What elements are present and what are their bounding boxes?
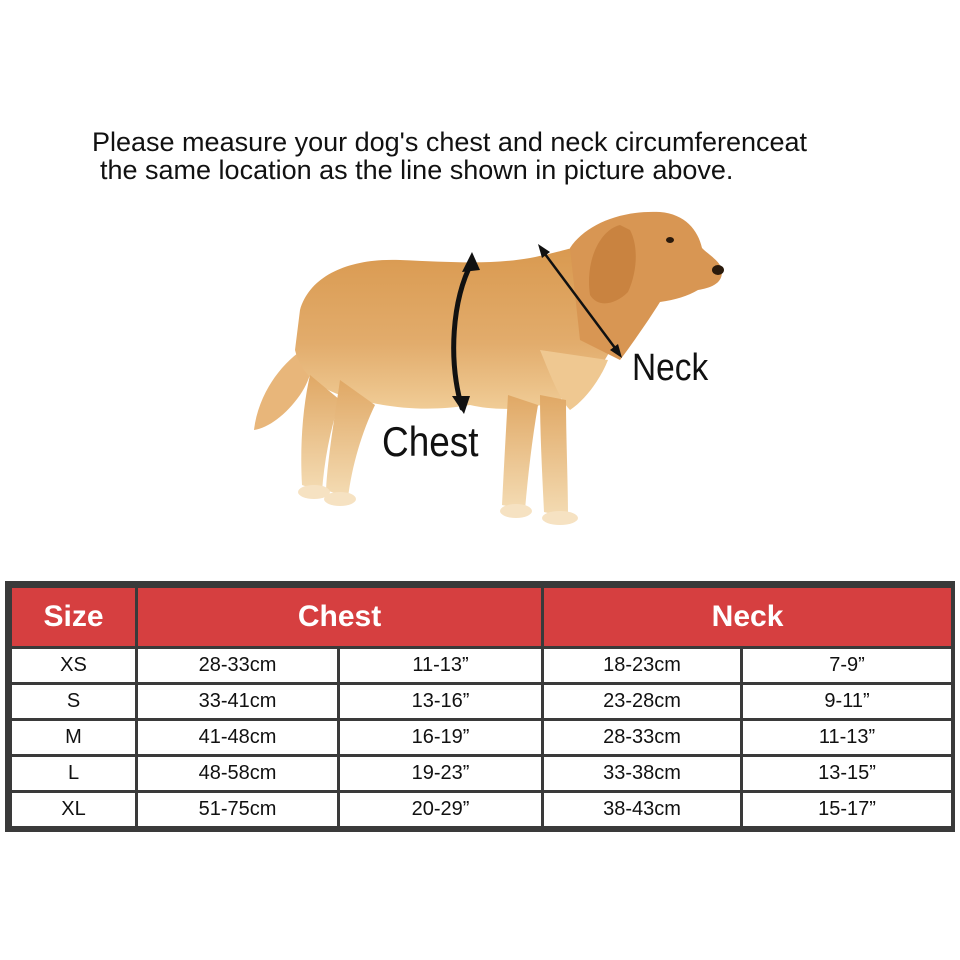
- neck-cm-cell: 38-43cm: [543, 792, 742, 828]
- chest-in-cell: 16-19”: [339, 720, 543, 756]
- neck-cm-cell: 23-28cm: [543, 684, 742, 720]
- table-row: [11, 684, 953, 720]
- size-chart: [5, 581, 955, 832]
- size-table: [9, 585, 954, 829]
- instructions-line-2: the same location as the line shown in picture above.: [100, 155, 734, 185]
- neck-in-cell: 15-17”: [742, 792, 953, 828]
- chest-cm-cell: 51-75cm: [137, 792, 339, 828]
- neck-in-cell: 13-15”: [742, 756, 953, 792]
- dog-paw: [324, 492, 356, 506]
- size-cell: XL: [11, 792, 137, 828]
- dog-eye: [666, 237, 674, 243]
- neck-in-cell: 7-9”: [742, 648, 953, 684]
- neck-cm-cell: 18-23cm: [543, 648, 742, 684]
- chest-cm-cell: 28-33cm: [137, 648, 339, 684]
- instructions-line-1: Please measure your dog's chest and neck circumferenceat: [92, 127, 808, 157]
- column-header-neck: Neck: [543, 587, 953, 648]
- size-cell: S: [11, 684, 137, 720]
- dog-paw: [500, 504, 532, 518]
- dog-front-leg-back: [502, 395, 538, 510]
- dog-front-leg-front: [540, 395, 568, 518]
- chest-in-cell: 20-29”: [339, 792, 543, 828]
- dog-paw: [542, 511, 578, 525]
- neck-cm-cell: 28-33cm: [543, 720, 742, 756]
- column-header-size: Size: [11, 587, 137, 648]
- chest-arrow-head-top: [462, 252, 480, 272]
- size-cell: M: [11, 720, 137, 756]
- dog-nose: [712, 265, 724, 275]
- table-header-row: [11, 587, 953, 648]
- table-row: [11, 756, 953, 792]
- size-cell: XS: [11, 648, 137, 684]
- chest-in-cell: 13-16”: [339, 684, 543, 720]
- neck-label: Neck: [632, 347, 709, 389]
- measurement-instructions: [92, 128, 932, 184]
- neck-cm-cell: 33-38cm: [543, 756, 742, 792]
- table-row: [11, 648, 953, 684]
- chest-cm-cell: 33-41cm: [137, 684, 339, 720]
- chest-cm-cell: 41-48cm: [137, 720, 339, 756]
- size-cell: L: [11, 756, 137, 792]
- chest-cm-cell: 48-58cm: [137, 756, 339, 792]
- chest-in-cell: 19-23”: [339, 756, 543, 792]
- table-row: [11, 792, 953, 828]
- column-header-chest: Chest: [137, 587, 543, 648]
- chest-label: Chest: [382, 418, 479, 465]
- table-row: [11, 720, 953, 756]
- chest-in-cell: 11-13”: [339, 648, 543, 684]
- neck-in-cell: 9-11”: [742, 684, 953, 720]
- neck-in-cell: 11-13”: [742, 720, 953, 756]
